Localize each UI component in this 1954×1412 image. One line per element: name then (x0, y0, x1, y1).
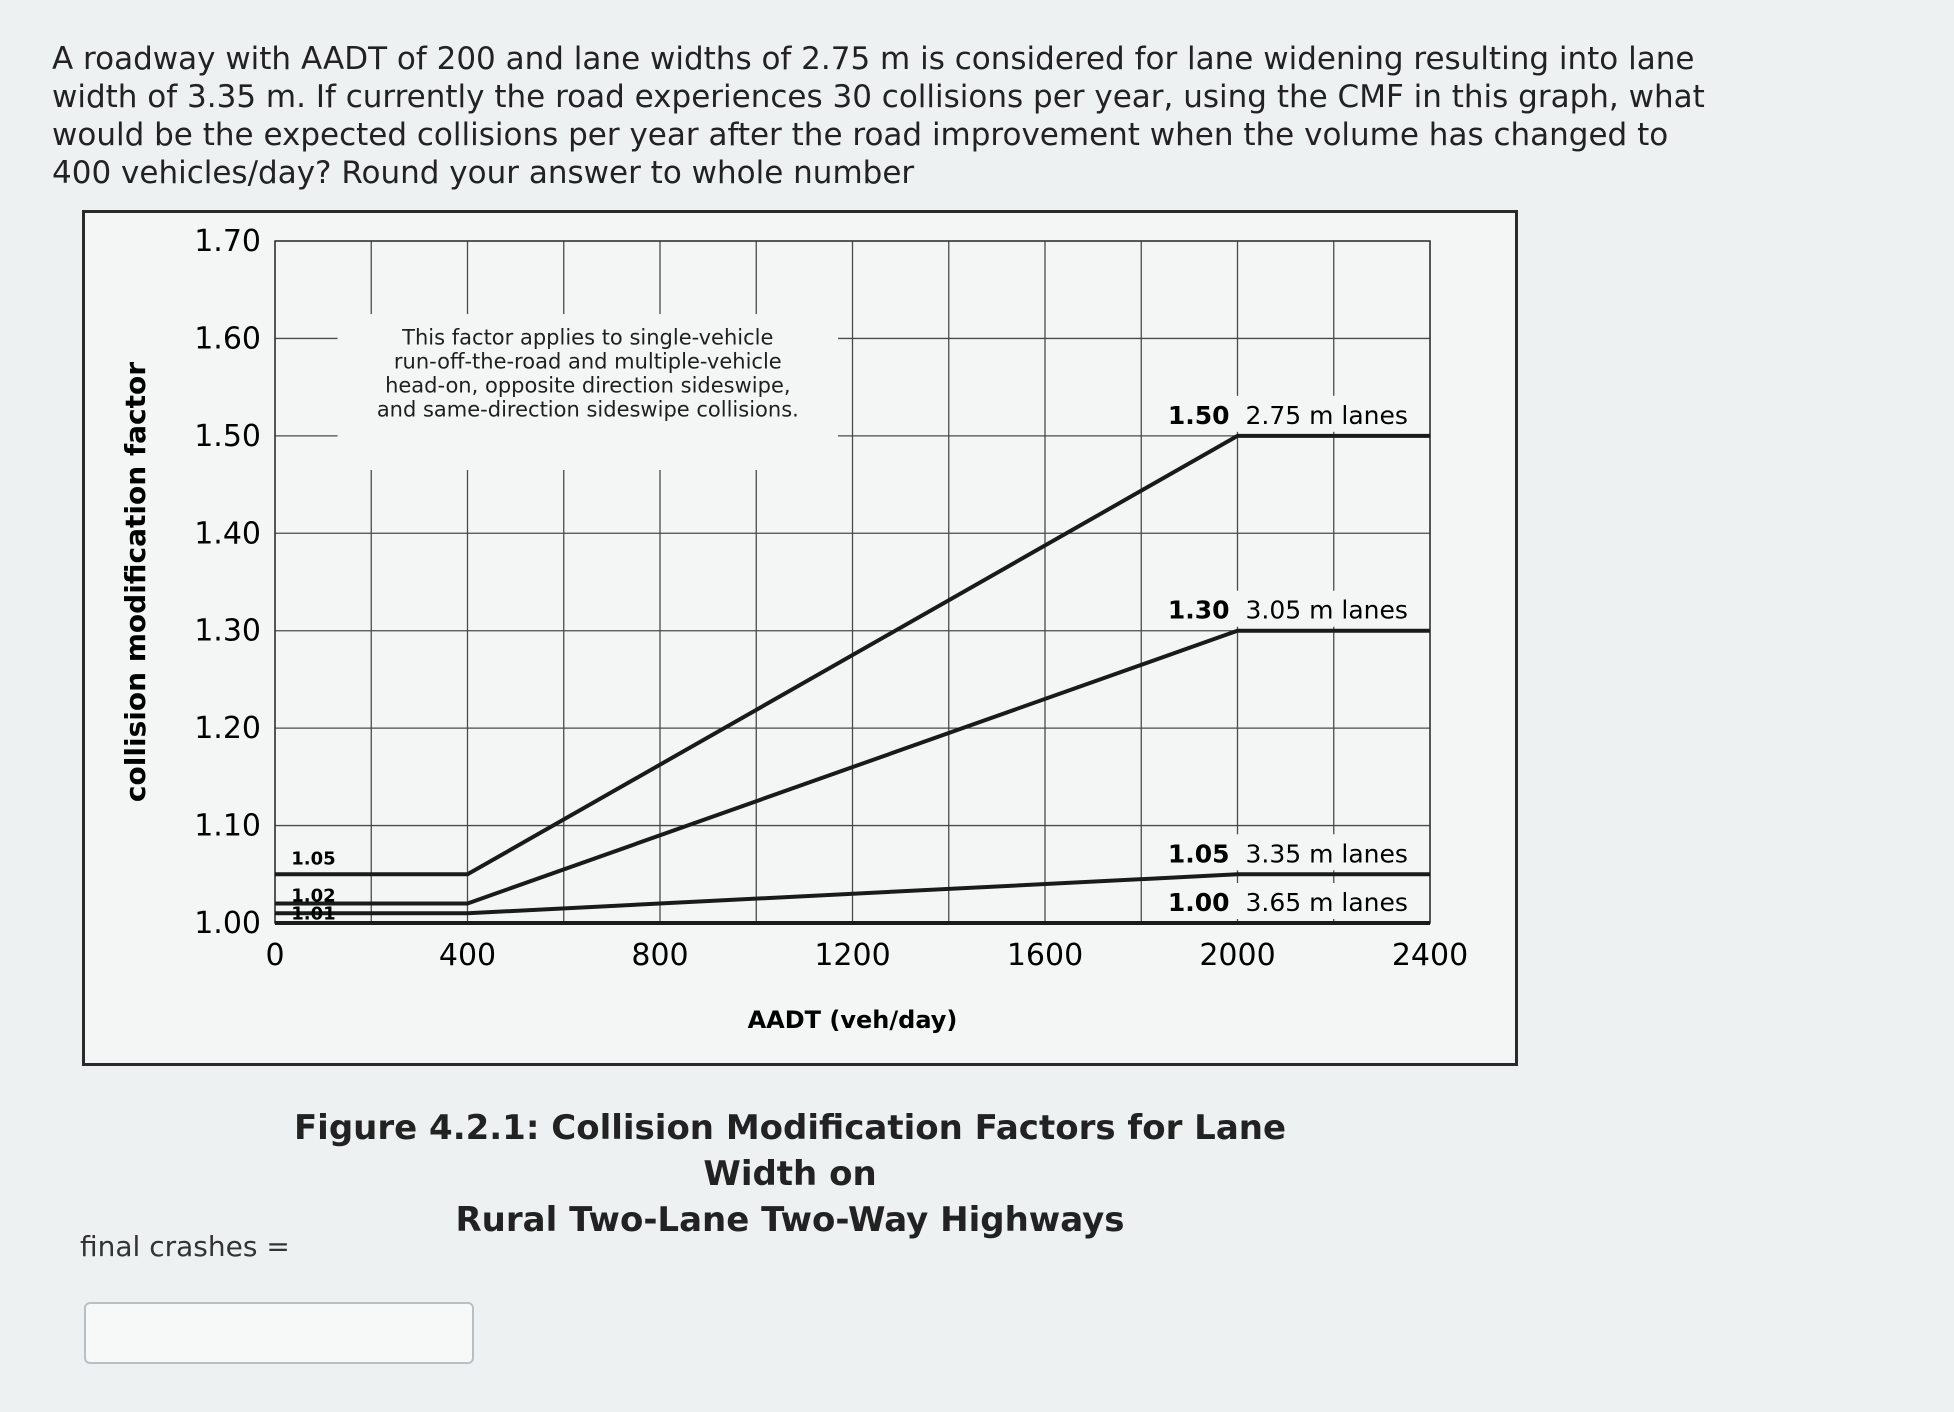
y-tick-label: 1.40 (194, 516, 261, 552)
annotation-line: head-on, opposite direction sideswipe, (385, 373, 791, 398)
x-tick-label: 0 (265, 938, 285, 973)
x-tick-label: 2400 (1391, 938, 1469, 973)
caption-line-2: Rural Two-Lane Two-Way Highways (455, 1200, 1125, 1240)
x-tick-label: 2000 (1199, 938, 1276, 973)
y-tick-label: 1.30 (194, 613, 261, 649)
series-start-value: 1.05 (291, 848, 336, 870)
series-end-value: 1.00 (1167, 888, 1230, 917)
y-tick-label: 1.50 (194, 418, 261, 454)
cmf-chart (85, 213, 1515, 1063)
y-tick-label: 1.10 (194, 808, 261, 844)
series-name-label: 3.05 m lanes (1245, 595, 1408, 625)
caption-line-1: Figure 4.2.1: Collision Modification Factors for Lane Width on (293, 1108, 1287, 1194)
x-tick-label: 400 (438, 938, 497, 973)
annotation-line: run-off-the-road and multiple-vehicle (393, 349, 782, 374)
x-tick-label: 1200 (814, 938, 891, 973)
y-tick-label: 1.20 (194, 711, 261, 747)
series-end-value: 1.50 (1167, 400, 1230, 430)
x-tick-label: 800 (631, 938, 689, 973)
series-end-value: 1.05 (1167, 839, 1230, 869)
series-name-label: 2.75 m lanes (1245, 400, 1408, 430)
x-axis-label: AADT (veh/day) (747, 1006, 958, 1034)
y-tick-label: 1.60 (194, 321, 261, 357)
series-end-value: 1.30 (1167, 595, 1230, 625)
annotation-box (338, 314, 839, 470)
annotation-line: This factor applies to single-vehicle (402, 325, 774, 350)
y-axis-label: collision modification factor (119, 361, 152, 803)
series-name-label: 3.35 m lanes (1245, 839, 1408, 869)
chart-labels (291, 396, 1424, 924)
annotation-text (377, 325, 799, 421)
series-start-value: 1.02 (291, 885, 336, 907)
y-tick-label: 1.00 (194, 906, 261, 941)
annotation-line: and same-direction sideswipe collisions. (376, 397, 799, 422)
final-crashes-label: final crashes = (80, 1230, 290, 1263)
series-name-label: 3.65 m lanes (1245, 888, 1408, 917)
figure-frame (82, 210, 1518, 1066)
final-crashes-input[interactable] (84, 1302, 474, 1364)
series-start-value: 1.01 (291, 903, 336, 925)
figure-caption (240, 1105, 1340, 1243)
y-tick-label: 1.70 (194, 224, 261, 259)
x-tick-label: 1600 (1006, 938, 1084, 973)
question-text: A roadway with AADT of 200 and lane widths of 2.75 m is considered for lane widening resulting into lane width of 3.35 m. If currently the road experiences 30 collisions per year, using the CMF in this graph, what would be the expected collisions per year after the road improvement when the volume has changed to 400 vehicles/day? Round your answer to whole number (52, 41, 1705, 191)
